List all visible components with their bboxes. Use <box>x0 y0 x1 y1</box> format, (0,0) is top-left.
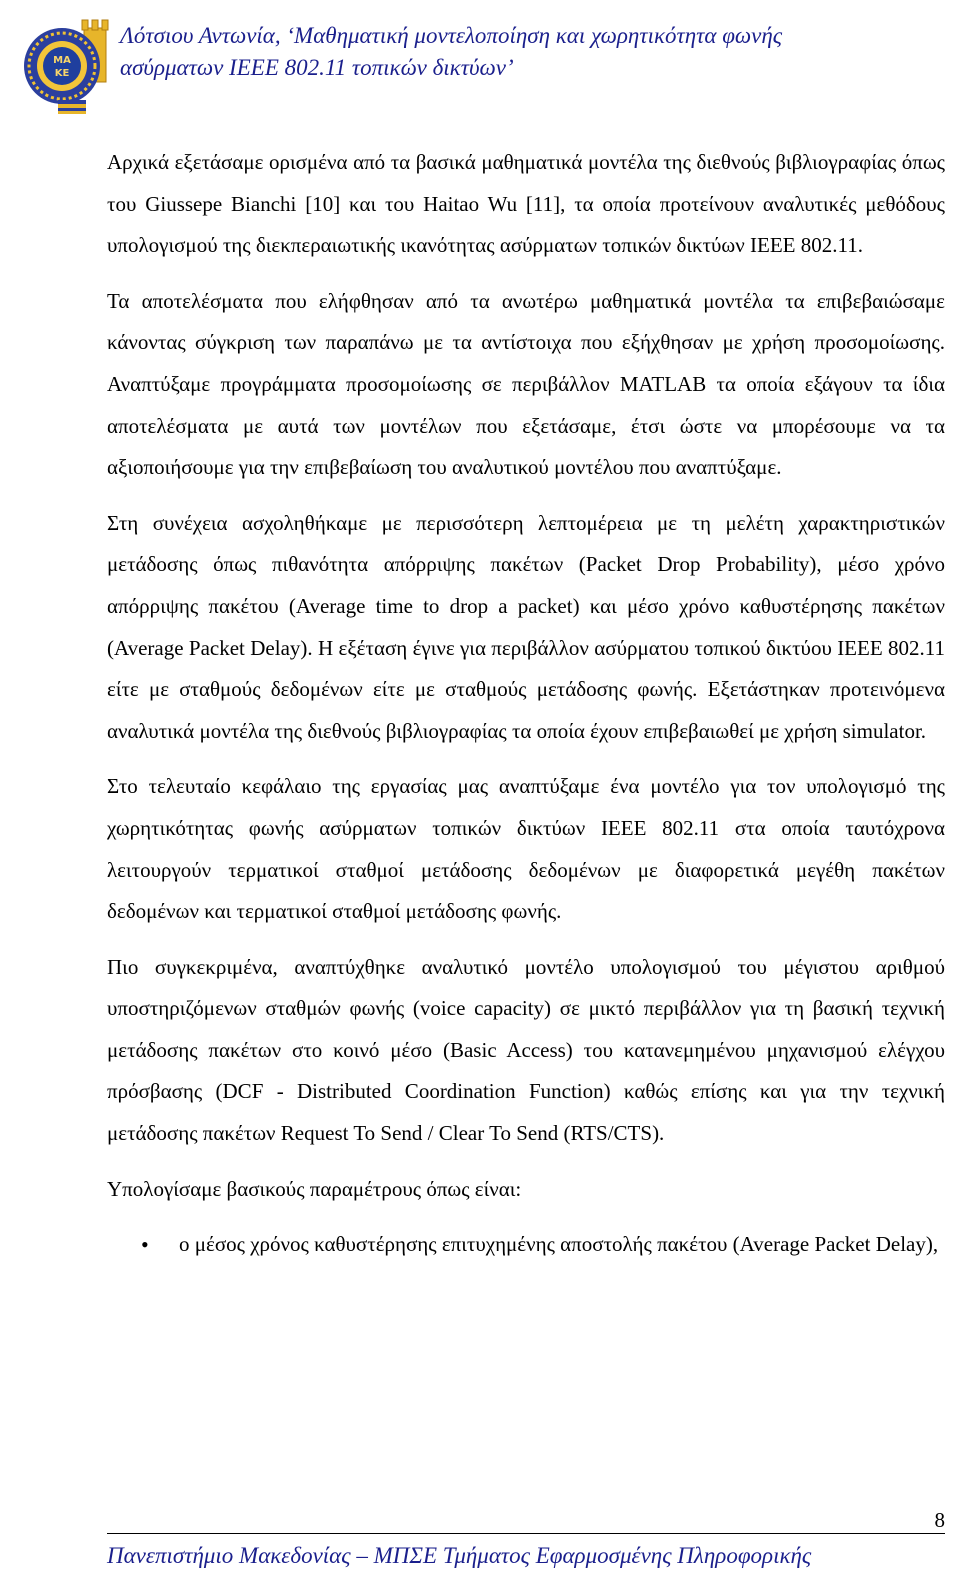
paragraph-2: Τα αποτελέσματα που ελήφθησαν από τα ανωτέρω μαθηματικά μοντέλα τα επιβεβαιώσαμε κάνοντας σύγκριση των παραπάνω με τα αντίστοιχα που εξήχθησαν με χρήση προσομοίωσης. Αναπτύξαμε προγράμματα προσομοίωσης σε περιβάλλον MATLAB τα οποία εξάγουν τα ίδια αποτελέσματα με αυτά των μοντέλων που εξετάσαμε, έτσι ώστε να μπορέσουμε να τα αξιοποιήσουμε για την επιβεβαίωση του αναλυτικού μοντέλου που αναπτύξαμε. <box>107 288 945 480</box>
paragraph-1: Αρχικά εξετάσαμε ορισμένα από τα βασικά μαθηματικά μοντέλα της διεθνούς βιβλιογραφίας όπως του Giussepe Bianchi [10] και του Haitao Wu [11], τα οποία προτείνουν αναλυτικές μεθόδους υπολογισμού της διεκπεραιωτικής ικανότητας ασύρματων τοπικών δικτύων IEEE 802.11. <box>107 150 945 258</box>
svg-text:ΜΑ: ΜΑ <box>53 55 71 66</box>
svg-text:ΚΕ: ΚΕ <box>54 68 70 79</box>
document-header <box>120 20 840 84</box>
header-line-1: Λότσιου Αντωνία, ‘Μαθηματική μοντελοποίηση και χωρητικότητα φωνής <box>120 23 783 48</box>
logo-sunburst <box>24 28 100 104</box>
paragraph-4: Στο τελευταίο κεφάλαιο της εργασίας μας αναπτύξαμε ένα μοντέλο για τον υπολογισμό της χωρητικότητας φωνής ασύρματων τοπικών δικτύων IEEE 802.11 στα οποία ταυτόχρονα λειτουργούν τερματικοί σταθμοί μετάδοσης δεδομένων με διαφορετικά μεγέθη πακέτων δεδομένων και τερματικοί σταθμοί μετάδοσης φωνής. <box>107 774 945 924</box>
paragraph-5: Πιο συγκεκριμένα, αναπτύχθηκε αναλυτικό μοντέλο υπολογισμού του μέγιστου αριθμού υποστηριζόμενων σταθμών φωνής (voice capacity) σε μικτό περιβάλλον για τη βασική τεχνική μετάδοσης πακέτων στο κοινό μέσο (Basic Access) του κατανεμημένου μηχανισμού ελέγχου πρόσβασης (DCF - Distributed Coordination Function) καθώς επίσης και για την τεχνική μετάδοσης πακέτων Request To Send / Clear To Send (RTS/CTS). <box>107 954 945 1146</box>
footer-text: Πανεπιστήμιο Μακεδονίας – ΜΠΣΕ Τμήματος Εφαρμοσμένης Πληροφορικής <box>107 1543 812 1568</box>
page-number: 8 <box>934 1508 945 1532</box>
paragraph-6: Υπολογίσαμε βασικούς παραμέτρους όπως είναι: <box>107 1176 522 1201</box>
logo-flag <box>58 100 86 114</box>
main-content <box>107 142 945 1266</box>
header-line-2: ασύρματων IEEE 802.11 τοπικών δικτύων’ <box>120 55 514 80</box>
paragraph-3: Στη συνέχεια ασχοληθήκαμε με περισσότερη λεπτομέρεια με τη μελέτη χαρακτηριστικών μετάδοσης όπως πιθανότητα απόρριψης πακέτων (Packet Drop Probability), μέσο χρόνο απόρριψης πακέτου (Average time to drop a packet) και μέσο χρόνο καθυστέρησης πακέτων (Average Packet Delay). Η εξέταση έγινε για περιβάλλον ασύρματου τοπικού δικτύου IEEE 802.11 είτε με σταθμούς δεδομένων είτε με σταθμούς μετάδοσης φωνής. Εξετάστηκαν προτεινόμενα αναλυτικά μοντέλα της διεθνούς βιβλιογραφίας τα οποία έχουν επιβεβαιωθεί με χρήση simulator. <box>107 510 945 743</box>
university-logo <box>22 6 112 118</box>
bullet-list <box>107 1224 945 1266</box>
page-footer <box>107 1508 945 1568</box>
bullet-item-1: • ο μέσος χρόνος καθυστέρησης επιτυχημένης αποστολής πακέτου (Average Packet Delay), <box>107 1224 945 1266</box>
